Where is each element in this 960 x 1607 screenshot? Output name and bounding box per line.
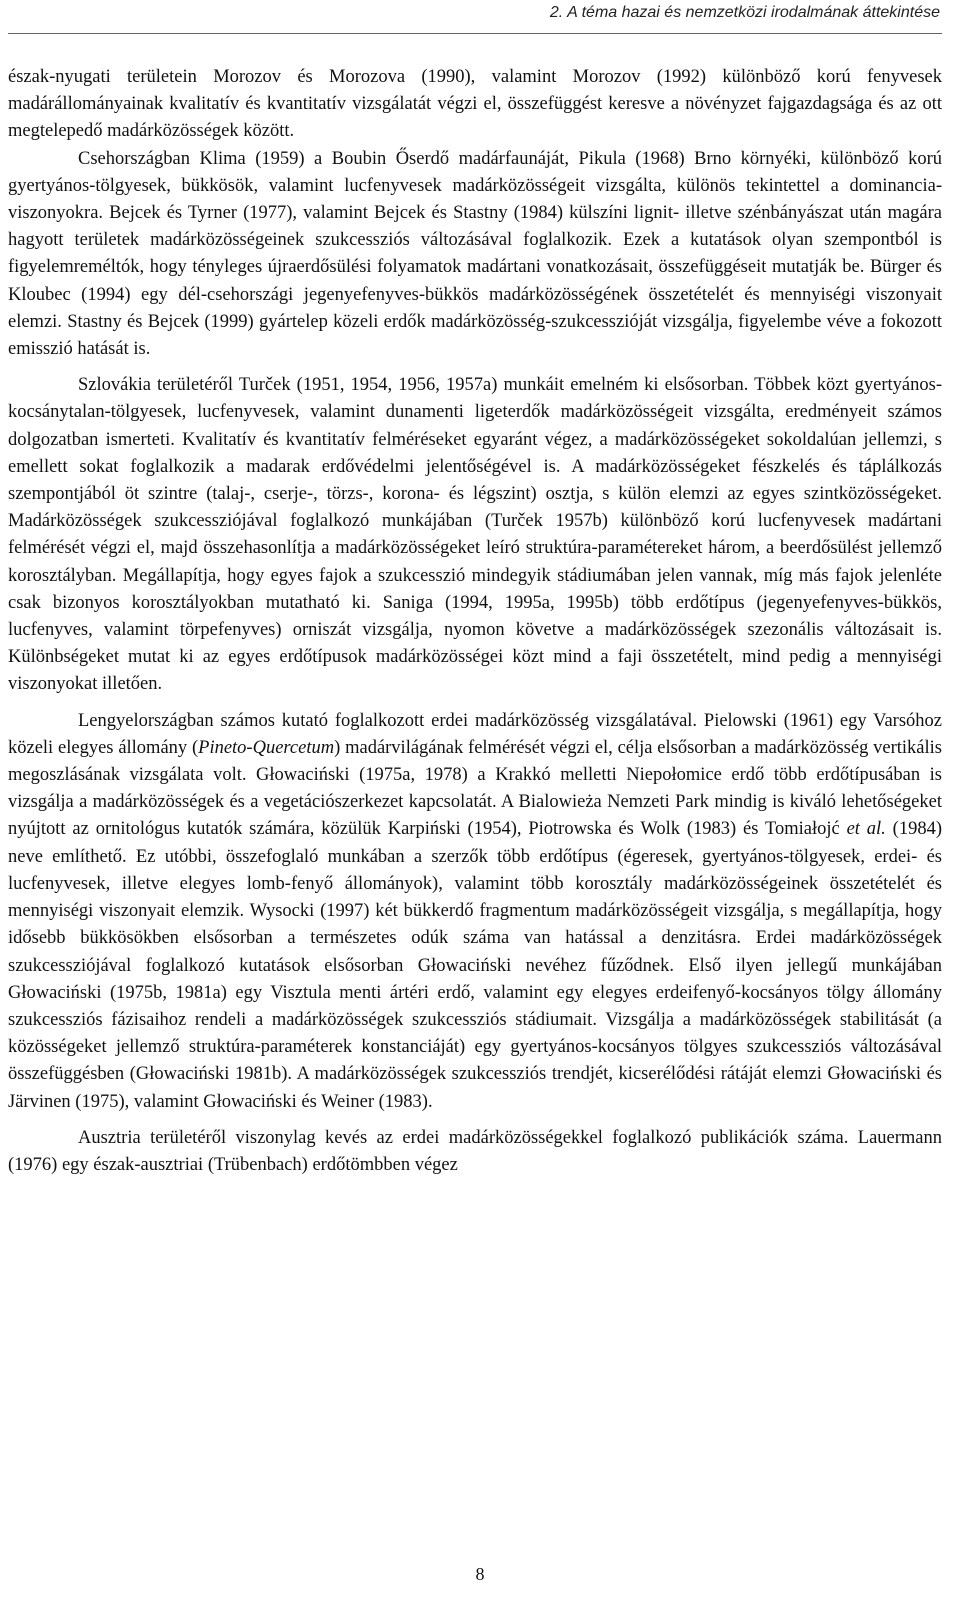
- paragraph-4-part-1: Lengyelországban számos kutató foglalkozott erdei madárközösség vizsgálatával. Pielowski (1961) egy Varsóhoz közeli elegyes állomány (: [8, 710, 942, 758]
- running-header: 2. A téma hazai és nemzetközi irodalmának áttekintése: [549, 4, 940, 21]
- paragraph-1: észak-nyugati területein Morozov és Morozova (1990), valamint Morozov (1992) különböző korú fenyvesek madárállományainak kvalitatív és kvantitatív vizsgálatát végzi el, összefüggést keresve a növényzet fajgazdagsága és az ott megtelepedő madárközösségek között.: [8, 67, 942, 142]
- paragraph-4-part-3: (1984) neve említhető. Ez utóbbi, összefoglaló munkában a szerzők több erdőtípus (égeresek, gyertyános-tölgyesek, erdei- és lucfenyvesek, illetve elegyes lomb-fenyő állományok), valamint több korosztály madárközösségeinek összetételét és mennyiségi viszonyait elemzik. Wysocki (1997) két bükkerdő fragmentum madárközösségeit vizsgálja, s megállapítja, hogy idősebb bükkösökben elsősorban a természetes odúk száma van hatással a denzitásra. Erdei madárközösségek szukcessziójával foglalkozó kutatások elsősorban Głowaciński nevéhez fűződnek. Első ilyen jellegű munkájában Głowaciński (1975b, 1981a) egy Visztula menti ártéri erdő, valamint egy elegyes erdeifenyő-kocsányos tölgy állomány szukcessziós fázisaihoz rendeli a madárközösségek szukcessziós stádiumait. Vizsgálja a madárközösségek stabilitását (a közösségeket jellemző struktúra-paraméterek konstanciáját) egy gyertyános-kocsányos tölgyes szukcessziós változásával összefüggésben (Głowaciński 1981b). A madárközösségek szukcessziós trendjét, kicserélődési rátáját elemzi Głowaciński és Järvinen (1975), valamint Głowaciński és Weiner (1983).: [8, 819, 942, 1112]
- page-number: 8: [475, 1564, 485, 1584]
- document-body: [8, 64, 942, 1179]
- paragraph-4-part-2: ) madárvilágának felmérését végzi el, célja elsősorban a madárközösség vertikális megoszlásának vizsgálata volt. Głowaciński (1975a, 1978) a Krakkó melletti Niepołomice erdő több erdőtípusában is vizsgálja a madárközösségek és a vegetációszerkezet kapcsolatát. A Bialowieża Nemzeti Park mindig is kiváló lehetőségeket nyújtott az ornitológus kutatók számára, közülük Karpiński (1954), Piotrowska és Wolk (1983) és Tomiałojć: [8, 737, 942, 840]
- paragraph-4-et-al: et al.: [846, 819, 886, 840]
- paragraph-3: Szlovákia területéről Turček (1951, 1954, 1956, 1957a) munkáit emelném ki elsősorban. Többek közt gyertyános-kocsánytalan-tölgyesek, lucfenyvesek, valamint dunamenti ligeterdők madárközösségeit vizsgálta, eredményeit számos dolgozatban ismerteti. Kvalitatív és kvantitatív felméréseket egyaránt végez, a madárközösségeket sokoldalúan jellemzi, s emellett sokat foglalkozik a madarak erdővédelmi jelentőségével is. A madárközösségeket fészkelés és táplálkozás szempontjából öt szintre (talaj-, cserje-, törzs-, korona- és légszint) osztja, s külön elemzi az egyes szintközösségeket. Madárközösségek szukcessziójával foglalkozó munkájában (Turček 1957b) különböző korú lucfenyvesek madártani felmérését végzi el, majd összehasonlítja a madárközösségeket leíró struktúra-paramétereket három, a beerdősülést jellemző korosztályban. Megállapítja, hogy egyes fajok a szukcesszió mindegyik stádiumában jelen vannak, míg más fajok jelenléte csak bizonyos korosztályokban mutatható ki. Saniga (1994, 1995a, 1995b) több erdőtípus (jegenyefenyves-bükkös, lucfenyves, valamint törpefenyves) orniszát vizsgálja, nyomon követve a madárközösségek szezonális változásait is. Különbségeket mutat ki az egyes erdőtípusok madárközösségei közt mind a faji összetételt, mind pedig a mennyiségi viszonyokat illetően.: [8, 375, 942, 695]
- paragraph-2: Csehországban Klima (1959) a Boubin Őserdő madárfaunáját, Pikula (1968) Brno környéki, különböző korú gyertyános-tölgyesek, bükkösök, valamint lucfenyvesek madárközösségeit vizsgálta, különös tekintettel a dominancia-viszonyokra. Bejcek és Tyrner (1977), valamint Bejcek és Stastny (1984) külszíni lignit- illetve szénbányászat után magára hagyott területek madárközösségeinek szukcessziós változásával foglalkozik. Ezek a kutatások olyan szempontból is figyelemreméltók, hogy tényleges újraerdősülési folyamatok madártani vonatkozásait, összefüggéseit mutatják be. Bürger és Kloubec (1994) egy dél-csehországi jegenyefenyves-bükkös madárközösségének összetételét és mennyiségi viszonyait elemzi. Stastny és Bejcek (1999) gyártelep közeli erdők madárközösség-szukcesszióját vizsgálja, figyelembe véve a fokozott emisszió hatását is.: [8, 148, 942, 360]
- paragraph-4: [8, 708, 942, 1116]
- paragraph-5: Ausztria területéről viszonylag kevés az erdei madárközösségekkel foglalkozó publikációk száma. Lauermann (1976) egy észak-ausztriai (Trübenbach) erdőtömbben végez: [8, 1127, 942, 1175]
- header-rule: [8, 33, 942, 34]
- paragraph-4-species-term: Pineto-Quercetum: [198, 737, 335, 758]
